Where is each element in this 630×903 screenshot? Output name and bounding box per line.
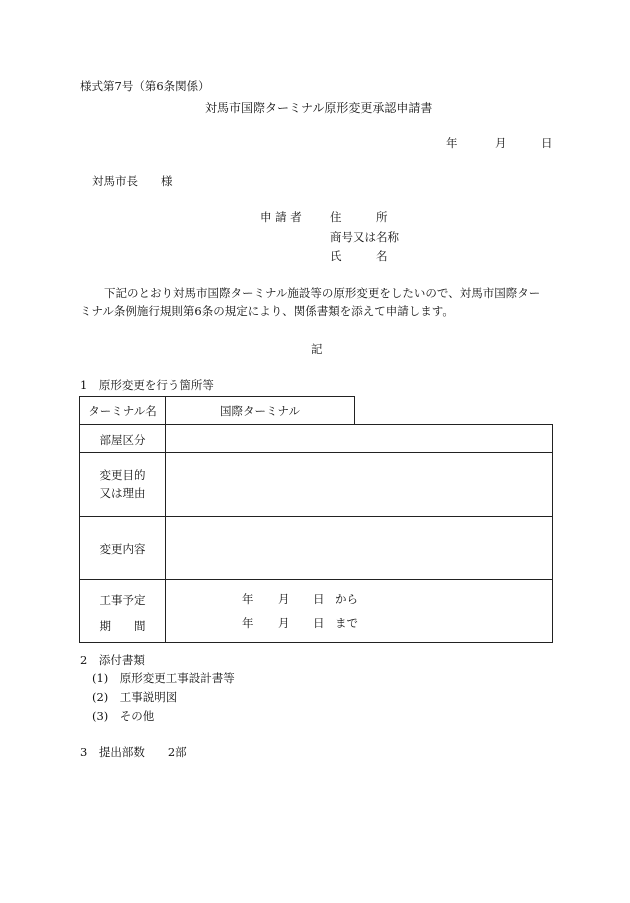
construction-schedule-label-line-2: 期 間 bbox=[99, 619, 146, 633]
attachment-item-3: (3) その他 bbox=[92, 709, 155, 723]
change-purpose-label-line-2: 又は理由 bbox=[99, 486, 146, 501]
schedule-from-day: 日 bbox=[313, 592, 325, 606]
schedule-to-year: 年 bbox=[242, 616, 254, 630]
body-text-line-1: 下記のとおり対馬市国際ターミナル施設等の原形変更をしたいので、対馬市国際ター bbox=[104, 286, 541, 300]
date-day: 日 bbox=[541, 136, 553, 150]
body-text-line-2: ミナル条例施行規則第6条の規定により、関係書類を添えて申請します。 bbox=[80, 304, 454, 318]
room-category-label: 部屋区分 bbox=[99, 433, 146, 447]
schedule-from-suffix: から bbox=[335, 592, 358, 606]
table-border-right bbox=[552, 424, 553, 643]
attachment-item-1: (1) 原形変更工事設計書等 bbox=[92, 671, 235, 685]
table-border-bottom bbox=[79, 642, 553, 643]
section-3-heading: 3 提出部数 2部 bbox=[80, 745, 187, 759]
table-row-divider bbox=[79, 579, 553, 580]
terminal-name-label: ターミナル名 bbox=[88, 404, 157, 418]
change-purpose-label-line-1: 変更目的 bbox=[99, 468, 146, 482]
applicant-name-label: 氏 名 bbox=[330, 249, 388, 263]
terminal-name-value: 国際ターミナル bbox=[220, 404, 300, 418]
addressee: 対馬市長 様 bbox=[92, 174, 173, 188]
document-title: 対馬市国際ターミナル原形変更承認申請書 bbox=[205, 101, 433, 115]
attachment-item-2: (2) 工事説明図 bbox=[92, 690, 178, 704]
date-month: 月 bbox=[495, 136, 507, 150]
construction-schedule-label-line-1: 工事予定 bbox=[99, 593, 146, 607]
schedule-to-month: 月 bbox=[278, 616, 290, 630]
form-number: 様式第7号（第6条関係） bbox=[80, 79, 210, 93]
schedule-to-day: 日 bbox=[313, 616, 325, 630]
schedule-to-suffix: まで bbox=[335, 616, 358, 630]
change-content-label: 変更内容 bbox=[99, 542, 146, 556]
table-column-divider bbox=[354, 396, 355, 425]
applicant-address-label: 住 所 bbox=[330, 210, 388, 224]
table-border-top bbox=[79, 396, 354, 397]
change-purpose-field[interactable] bbox=[166, 453, 552, 516]
room-category-field[interactable] bbox=[166, 425, 552, 452]
applicant-company-label: 商号又は名称 bbox=[330, 230, 399, 244]
date-year: 年 bbox=[446, 136, 458, 150]
schedule-from-month: 月 bbox=[278, 592, 290, 606]
change-purpose-label bbox=[80, 466, 165, 503]
schedule-from-year: 年 bbox=[242, 592, 254, 606]
applicant-label: 申 請 者 bbox=[260, 210, 302, 224]
section-1-heading: 1 原形変更を行う箇所等 bbox=[80, 378, 214, 392]
change-content-field[interactable] bbox=[166, 517, 552, 579]
section-2-heading: 2 添付書類 bbox=[80, 653, 145, 667]
ki-heading: 記 bbox=[311, 342, 323, 356]
